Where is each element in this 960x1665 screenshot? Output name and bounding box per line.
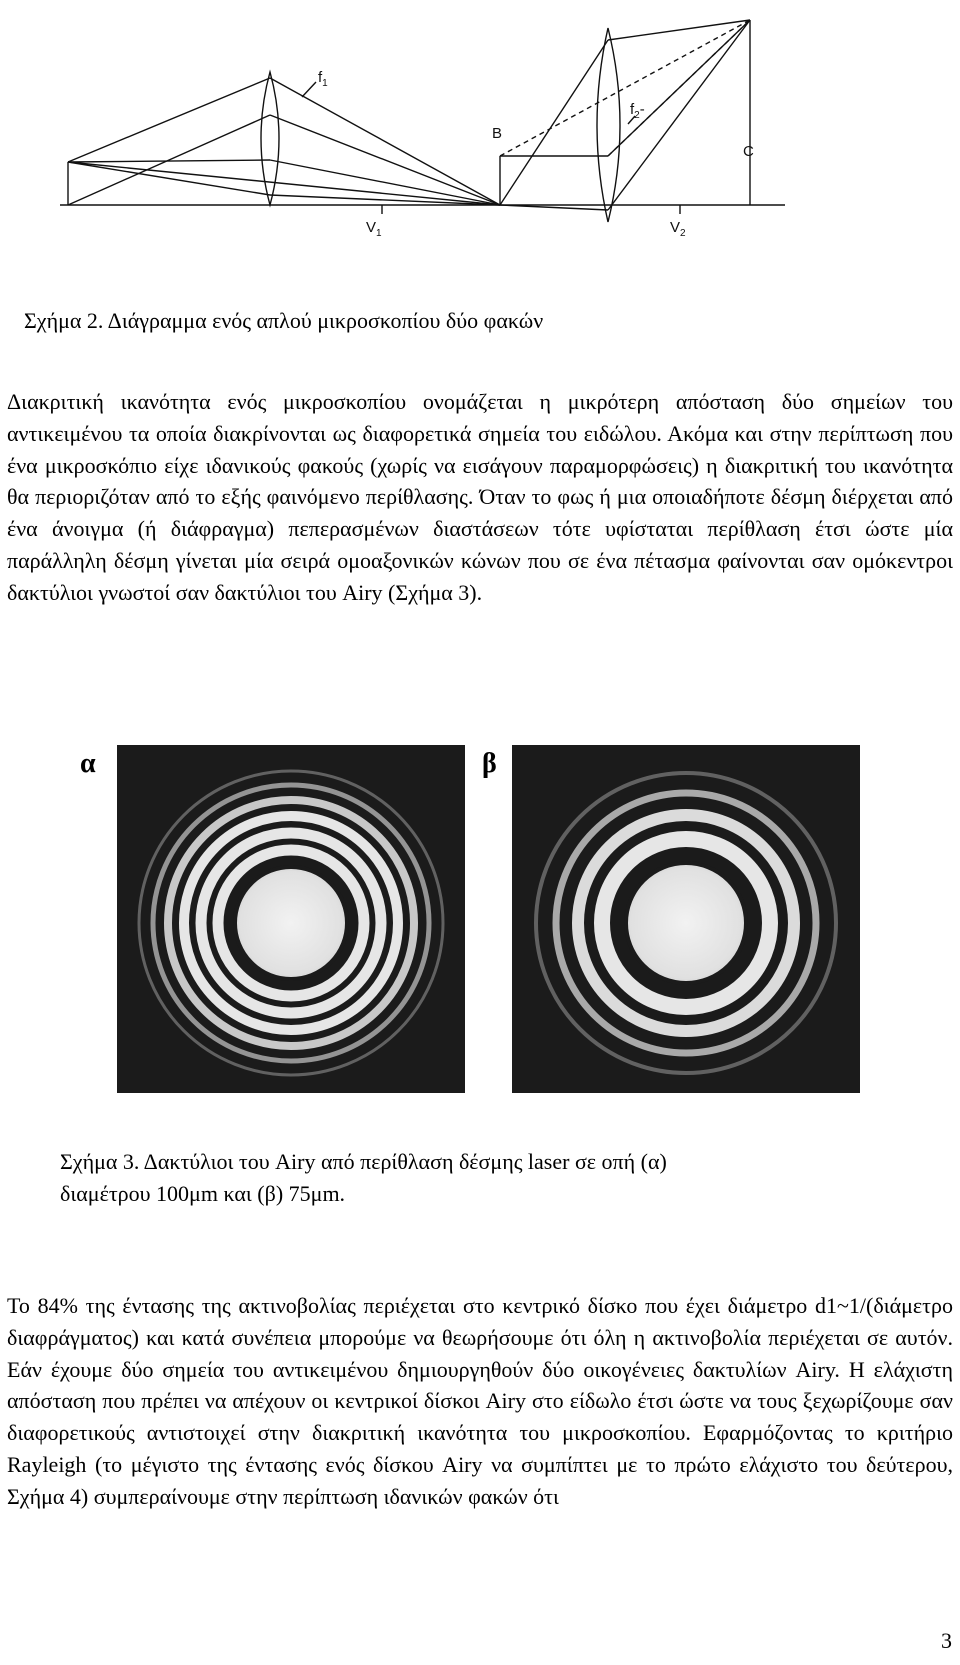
- v2-label: $V_2$: [670, 219, 686, 239]
- point-c-label: C: [743, 143, 754, 160]
- figure-3-caption: [60, 1146, 880, 1210]
- figure-3-caption-line-2: διαμέτρου 100μm και (β) 75μm.: [60, 1181, 346, 1206]
- figure-3-caption-line-1: Σχήμα 3. Δακτύλιοι του Airy από περίθλαση δέσμης laser σε οπή (α): [60, 1149, 667, 1174]
- eyepiece-lens: [597, 28, 620, 222]
- microscope-ray-diagram: [40, 10, 860, 250]
- figure-2-caption: Σχήμα 2. Διάγραμμα ενός απλού μικροσκοπίου δύο φακών: [24, 308, 544, 333]
- panel-a-label: α: [80, 748, 96, 779]
- objective-lens: [261, 72, 279, 205]
- airy-pattern-a: [117, 745, 465, 1093]
- f1-label: $f_1$: [318, 69, 328, 89]
- airy-rings-figure: [72, 730, 862, 1100]
- airy-pattern-b: [512, 745, 860, 1093]
- panel-b-label: β: [482, 748, 497, 779]
- paragraph-resolution: Διακριτική ικανότητα ενός μικροσκοπίου ονομάζεται η μικρότερη απόσταση δύο σημείων του αντικειμένου τα οποία διακρίνονται ως διαφορετικά σημεία του ειδώλου. Ακόμα και στην περίπτωση που ένα μικροσκόπιο είχε ιδανικούς φακούς (χωρίς να εισάγουν παραμορφώσεις) η διακριτική του ικανότητα θα περιοριζόταν από το εξής φαινόμενο περίθλασης. Όταν το φως ή μια οποιαδήποτε δέσμη διέρχεται από ένα άνοιγμα (ή διάφραγμα) πεπερασμένων διαστάσεων τότε υφίσταται περίθλαση έτσι ώστε μία παράλληλη δέσμη γίνεται μία σειρά ομοαξονικών κώνων που σε ένα πέτασμα φαίνονται σαν ομόκεντροι δακτύλιοι γνωστοί σαν δακτύλιοι του Airy (Σχήμα 3).: [7, 389, 953, 605]
- paragraph-rayleigh: Το 84% της έντασης της ακτινοβολίας περιέχεται στο κεντρικό δίσκο που έχει διάμετρο d1~1/(διάμετρο διαφράγματος) και κατά συνέπεια μπορούμε να θεωρήσουμε ότι όλη η ακτινοβολία περιέχεται σε αυτόν. Εάν έχουμε δύο σημεία του αντικειμένου δημιουργηθούν δύο οικογένειες δακτυλίων Airy. Η ελάχιστη απόσταση που πρέπει να απέχουν οι κεντρικοί δίσκοι Airy στο είδωλο έτσι ώστε να τους ξεχωρίζουμε σαν διαφορετικούς αντιστοιχεί στην διακριτική ικανότητα του μικροσκοπίου. Εφαρμόζοντας το κριτήριο Rayleigh (το μέγιστο της έντασης ενός δίσκου Airy να συμπίπτει με το πρώτο ελάχιστο του δεύτερου, Σχήμα 4) συμπεραίνουμε στην περίπτωση ιδανικών φακών ότι: [7, 1293, 953, 1509]
- v1-label: $V_1$: [366, 219, 382, 239]
- point-b-label: B: [492, 125, 503, 142]
- f2-label: $f_2-$: [630, 101, 645, 121]
- page-number: 3: [941, 1628, 952, 1653]
